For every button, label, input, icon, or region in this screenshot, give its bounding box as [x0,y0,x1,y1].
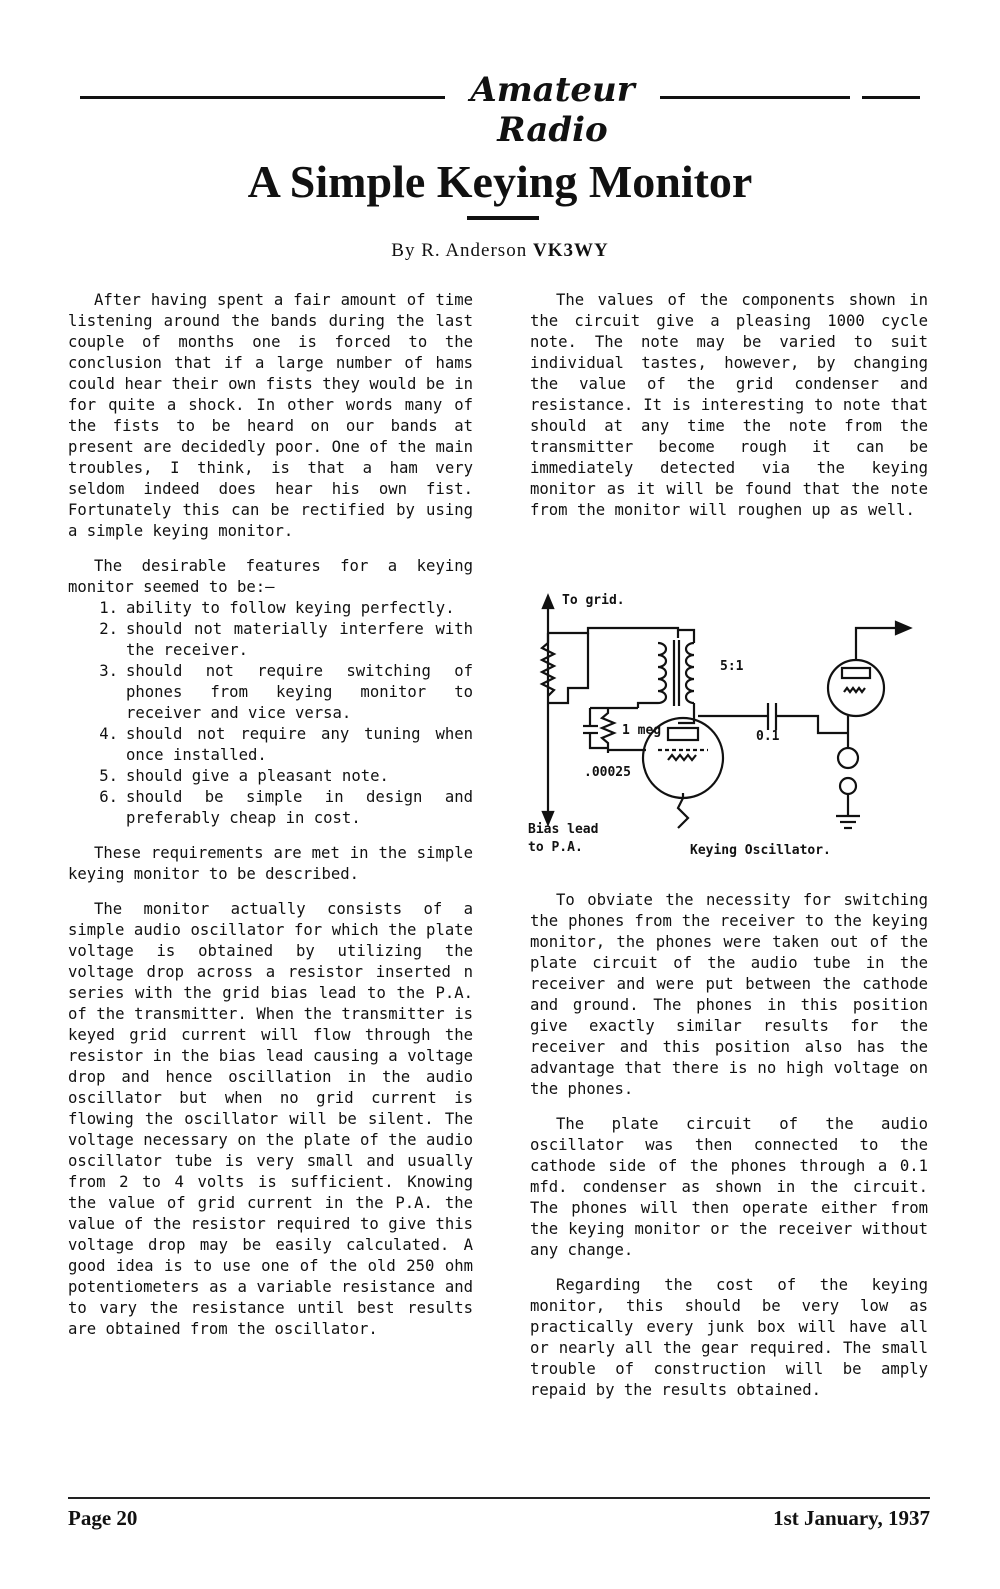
paragraph: After having spent a fair amount of time listening around the bands during the last couple of months one is forced to the conclusion that if a large number of hams could hear their own fists they would be in for quite a shock. In other words many of the fists to be heard on our bands at present are decidedly poor. One of the main troubles, I think, is that a ham very seldom indeed does hear his own fist. Fortunately this can be rectified by using a simple keying monitor. [68,291,473,540]
masthead-rule-right-end [862,96,920,99]
paragraph: The values of the components shown in the circuit give a pleasing 1000 cycle note. The note may be varied to suit individual tastes, however, by changing the value of the grid condenser and resistance. It is interesting to note that should at any time the note from the transmitter become rough it can be immediately detected via the keying monitor as it will be found that the note from the monitor will roughen up as well. [530,291,928,519]
paragraph: Regarding the cost of the keying monitor, this should be very low as practically every junk box will have all or nearly all the gear required. The small trouble of construction will be amply repaid by the results obtained. [530,1276,928,1399]
list-text: should be simple in design and preferably cheap in cost. [126,788,473,827]
masthead-rule-left [80,96,450,99]
list-text: should not require any tuning when once installed. [126,725,473,764]
masthead-logo: Amateur Radio [445,70,660,150]
plate-icon [668,728,698,740]
list-text: should give a pleasant note. [126,767,389,785]
grid-leak-resistor-icon [602,708,614,753]
filament-icon [668,755,696,760]
page-number: Page 20 [68,1506,138,1530]
issue-date: 1st January, 1937 [773,1506,930,1530]
list-item [68,724,473,766]
right-column-upper [530,290,928,535]
paragraph: The monitor actually consists of a simple audio oscillator for which the plate voltage is obtained by utilizing the voltage drop across a resistor inserted n series with the grid bias lead to the P.A. of the transmitter. When the transmitter is keyed grid current will flow through the resistor in the bias lead causing a voltage drop and hence oscillation in the audio oscillator but when no grid current is flowing the oscillator will be silent. The voltage necessary on the plate of the audio oscillator tube is very small and usually from 2 to 4 volts is sufficient. Knowing the value of grid current in the P.A. the value of the resistor required to give this voltage drop may be easily calculated. A good idea is to use one of the old 250 ohm potentiometers as a variable resistance and to vary the resistance until best results are obtained from the oscillator. [68,900,473,1338]
byline-callsign: VK3WY [532,240,609,261]
title-underline [467,216,539,220]
byline-author: By R. Anderson [391,240,528,261]
list-item [68,661,473,724]
top-wire [548,628,678,638]
label-bias-line2: to P.A. [528,840,583,855]
label-ratio: 5:1 [720,659,744,674]
list-text: ability to follow keying perfectly. [126,599,455,617]
inner-wire [548,633,588,703]
paragraph: To obviate the necessity for switching the phones from the receiver to the keying monitor, the phones were taken out of the plate circuit of the audio tube in the receiver and were put between the cathode and ground. The phones in this position give exactly similar results for the receiver and this position also has the advantage that there is no high voltage on the phones. [530,891,928,1098]
label-resistor: 1 meg [622,723,662,738]
right-column-lower [530,890,928,1415]
phones-icon [838,748,858,768]
list-number: 2. [99,620,118,638]
list-number: 4. [99,725,118,743]
list-item [68,598,473,619]
list-number: 5. [99,767,118,785]
paragraph: The desirable features for a keying monitor seemed to be:— [68,557,473,596]
paragraph: The plate circuit of the audio oscillator was then connected to the cathode side of the phones through a 0.1 mfd. condenser as shown in the circuit. The phones will then operate either from the keying monitor or the receiver without any change. [530,1115,928,1259]
list-item [68,787,473,829]
transformer-secondary-icon [686,643,694,703]
output-arrow-icon [896,622,910,634]
article-title: A Simple Keying Monitor [247,156,753,207]
bias-resistor-icon [542,643,554,696]
list-item [68,766,473,787]
list-text: should not materially interfere with the receiver. [126,620,473,659]
paragraph: These requirements are met in the simple keying monitor to be described. [68,844,473,883]
transformer-primary-icon [658,643,666,703]
byline [0,240,1000,262]
label-bias-line1: Bias lead [528,822,599,837]
keying-oscillator-diagram [528,588,930,868]
masthead [80,70,920,150]
list-number: 6. [99,788,118,806]
label-coupling-cap: 0.1 [756,729,780,744]
list-number: 3. [99,662,118,680]
label-to-grid: To grid. [562,593,625,608]
list-text: should not require switching of phones from keying monitor to receiver and vice versa. [126,662,473,722]
label-grid-cap: .00025 [584,765,631,780]
left-column [68,290,473,1354]
diagram-caption: Keying Oscillator. [690,843,831,858]
up-arrow-icon [543,596,553,608]
list-item [68,619,473,661]
list-number: 1. [99,599,118,617]
masthead-rule-right [655,96,850,99]
feature-list [68,598,473,829]
footer-rule [68,1497,930,1499]
